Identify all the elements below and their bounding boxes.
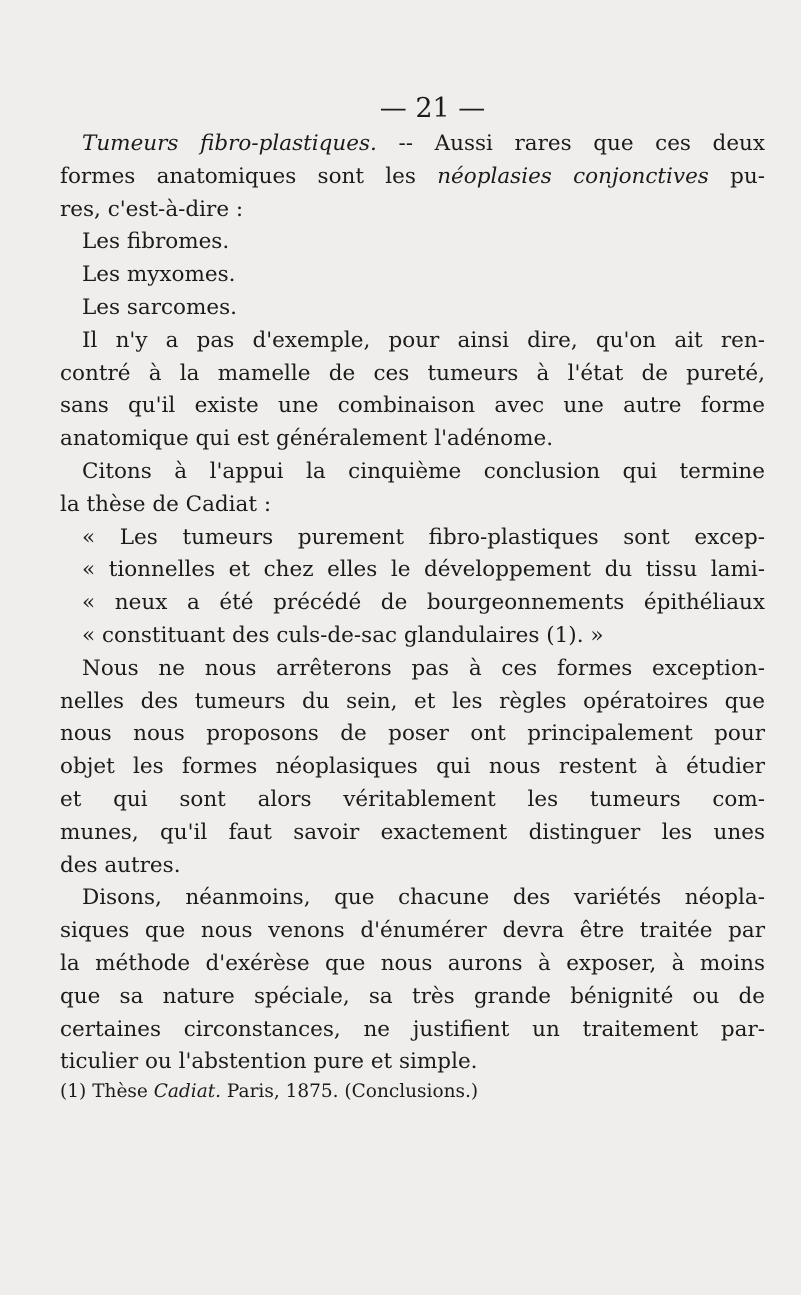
- quote-line: « tionnelles et chez elles le développement du tissu lami-: [82, 557, 765, 583]
- quote-line: « Les tumeurs purement fibro-plastiques sont excep-: [82, 524, 765, 550]
- list-item: Les fibromes.: [82, 229, 230, 255]
- paragraph-fibro-plastic-tumors: [60, 128, 765, 226]
- text-line: formes anatomiques sont les néoplasies conjonctives pu-: [60, 163, 765, 189]
- book-page: [60, 92, 765, 1105]
- text-line: Citons à l'appui la cinquième conclusion qui termine: [82, 458, 765, 484]
- quote-cadiat: [60, 522, 765, 653]
- text-line: certaines circonstances, ne justifient un traitement par-: [60, 1016, 765, 1042]
- footnote-number: (1): [60, 1081, 87, 1103]
- paragraph-citation: [60, 456, 765, 522]
- paragraph-operative-rules: [60, 653, 765, 883]
- text-line: et qui sont alors véritablement les tumeurs com-: [60, 786, 765, 812]
- text-line: Nous ne nous arrêterons pas à ces formes exception-: [82, 655, 765, 681]
- paragraph-exeresis: [60, 882, 765, 1079]
- text-line: Disons, néanmoins, que chacune des variétés néopla-: [82, 885, 765, 911]
- text-line: la thèse de Cadiat :: [60, 491, 272, 517]
- text-line: anatomique qui est généralement l'adénome.: [60, 426, 554, 452]
- text-line: res, c'est-à-dire :: [60, 196, 244, 222]
- text-line: ticulier ou l'abstention pure et simple.: [60, 1049, 478, 1075]
- list-item: Les sarcomes.: [82, 294, 237, 320]
- text-line: Tumeurs fibro-plastiques. -- Aussi rares que ces deux: [82, 131, 766, 156]
- text-line: munes, qu'il faut savoir exactement distinguer les unes: [60, 819, 765, 845]
- section-title: Tumeurs fibro-plastiques.: [82, 131, 377, 156]
- text-line: nelles des tumeurs du sein, et les règles opératoires que: [60, 688, 765, 714]
- text-line: des autres.: [60, 852, 181, 878]
- quote-line: « constituant des culs-de-sac glandulaires (1). »: [82, 622, 604, 648]
- text-line: contré à la mamelle de ces tumeurs à l'état de pureté,: [60, 360, 765, 386]
- text-line: nous nous proposons de poser ont principalement pour: [60, 721, 765, 747]
- text-line: la méthode d'exérèse que nous aurons à exposer, à moins: [60, 950, 765, 976]
- paragraph-no-example: [60, 325, 765, 456]
- list-item: Les myxomes.: [82, 262, 236, 288]
- body-text: [60, 128, 765, 1105]
- text-line: siques que nous venons d'énumérer devra être traitée par: [60, 918, 765, 944]
- page-number: — 21 —: [379, 93, 486, 124]
- text-line: objet les formes néoplasiques qui nous restent à étudier: [60, 754, 765, 780]
- footnote: (1) Thèse Cadiat. Paris, 1875. (Conclusions.): [60, 1081, 479, 1103]
- quote-line: « neux a été précédé de bourgeonnements épithéliaux: [82, 590, 765, 616]
- text-line: Il n'y a pas d'exemple, pour ainsi dire, qu'on ait ren-: [82, 327, 765, 353]
- list-tumor-types: [60, 226, 765, 324]
- text-line: que sa nature spéciale, sa très grande bénignité ou de: [60, 983, 765, 1009]
- text-line: sans qu'il existe une combinaison avec une autre forme: [60, 393, 765, 419]
